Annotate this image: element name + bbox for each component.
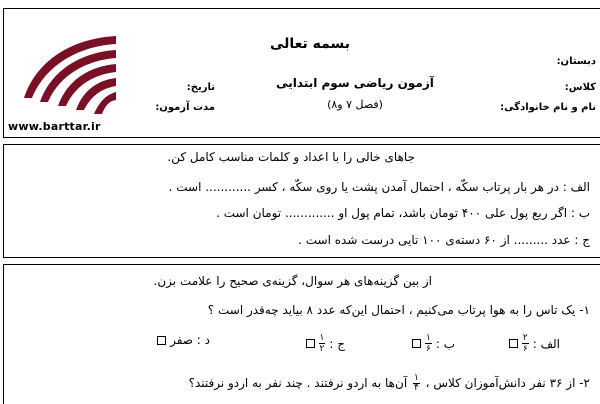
option-b-checkbox[interactable] [412,339,421,348]
option-a-fraction [522,333,529,354]
option-b [412,333,455,354]
question-2 [189,374,590,393]
option-a-label: الف : [532,336,560,351]
option-a [509,333,560,354]
option-c-denominator: ۲ [319,344,325,354]
option-c [306,333,345,354]
option-a-numerator: ۲ [522,333,528,343]
option-a-denominator: ۶ [522,344,528,354]
fill-in-item-c: ج : عدد ......... از ۶۰ دسته‌ی ۱۰۰ تایی درست شده است . [298,233,590,247]
option-c-checkbox[interactable] [306,339,315,348]
question-2-fraction [413,374,420,393]
chapters-label: (فصل ۷ و۸) [327,98,383,111]
multiple-choice-instruction: از بین گزینه‌های هر سوال، گزینه‌ی صحیح را علامت بزن. [153,274,432,288]
student-name-label: نام و نام خانوادگی: [500,102,596,113]
option-b-numerator: ۱ [426,333,431,343]
exam-title: آزمون ریاضی سوم ابتدایی [276,76,434,90]
option-d-label: د : صفر [170,333,210,347]
question-2-numerator: ۱ [413,373,419,383]
question-1: ۱- یک تاس را به هوا پرتاب می‌کنیم ، احتمال این‌که عدد ۸ بیاید چه‌قدر است ؟ [207,303,590,317]
option-c-fraction [319,333,326,354]
option-b-denominator: ۶ [426,344,431,354]
fill-in-item-a: الف : در هر بار پرتاب سکّه ، احتمال آمدن پشت یا روی سکّه ، کسر ............ است . [168,180,590,194]
fill-in-item-b: ب : اگر ربع پول علی ۴۰۰ تومان باشد، تمام پول او ............. تومان است . [216,206,590,220]
question-2-part1: ۲- از ۳۶ نفر دانش‌آموزان کلاس ، [425,376,590,390]
question-2-denominator: ۴ [413,383,419,393]
fill-in-instruction: جاهای خالی را با اعداد و کلمات مناسب کامل کن. [167,150,415,164]
option-c-label: ج : [329,336,345,351]
option-a-checkbox[interactable] [509,339,518,348]
logo-url-text: www.barttar.ir [8,120,101,133]
option-d-checkbox[interactable] [157,336,166,345]
option-d [157,333,210,347]
class-label: کلاس: [564,82,596,93]
duration-label: مدت آزمون: [155,102,215,113]
barttar-logo-icon [18,28,118,118]
option-c-numerator: ۱ [319,333,325,343]
school-label: دبستان: [556,56,596,67]
question-2-part2: آن‌ها به اردو نرفتند . چند نفر به اردو نرفتند؟ [188,376,408,390]
option-b-label: ب : [435,336,455,351]
basmala-heading: بسمه تعالی [269,36,351,52]
date-label: تاریخ: [186,82,215,93]
option-b-fraction [425,333,432,354]
